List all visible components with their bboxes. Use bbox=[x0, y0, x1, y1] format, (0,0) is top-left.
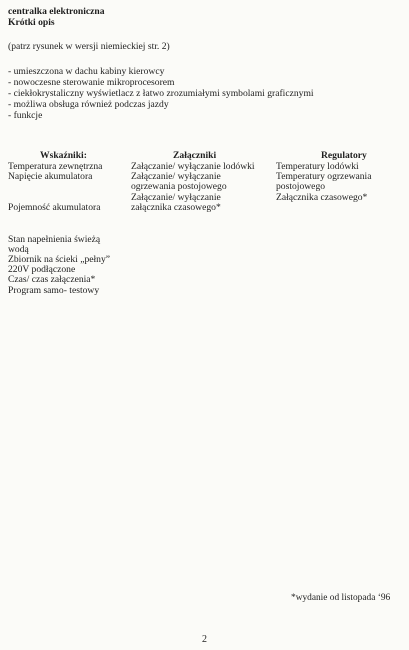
column-heading-regulatory: Regulatory bbox=[321, 150, 367, 161]
feature-item: - ciekłokrystaliczny wyświetlacz z łatwo zrozumiałymi symbolami graficznymi bbox=[8, 88, 314, 99]
column-regulatory bbox=[276, 162, 371, 203]
reference-note: (patrz rysunek w wersji niemieckiej str. 2) bbox=[8, 41, 170, 52]
feature-item: - nowoczesne sterowanie mikroprocesorem bbox=[8, 77, 175, 88]
switch-item: załącznika czasowego* bbox=[131, 201, 221, 213]
indicator-item: Stan napełnienia świeżą bbox=[8, 233, 101, 245]
indicator-item: Temperatura zewnętrzna bbox=[8, 161, 103, 172]
regulator-item: postojowego bbox=[276, 181, 326, 193]
feature-item: - umieszczona w dachu kabiny kierowcy bbox=[8, 66, 165, 77]
regulator-item: Temperatury ogrzewania bbox=[276, 171, 372, 183]
indicator-item: Zbiornik na ścieki „pełny” bbox=[8, 254, 111, 266]
switch-item: ogrzewania postojowego bbox=[131, 181, 227, 193]
feature-item: - funkcje bbox=[8, 110, 43, 121]
indicator-item: Napięcie akumulatora bbox=[8, 171, 93, 183]
indicator-item: Program samo- testowy bbox=[8, 284, 100, 296]
indicator-item: wodą bbox=[8, 243, 29, 255]
switch-item: Załączanie/ wyłączanie lodówki bbox=[131, 161, 255, 172]
footnote: *wydanie od listopada ‘96 bbox=[291, 593, 391, 603]
indicator-item: 220V podłączone bbox=[8, 264, 76, 276]
indicator-item: Pojemność akumulatora bbox=[8, 202, 101, 214]
switch-item: Załączanie/ wyłączanie bbox=[131, 171, 221, 183]
regulator-item: Temperatury lodówki bbox=[276, 161, 359, 172]
column-heading-wskazniki: Wskaźniki: bbox=[40, 150, 87, 161]
regulator-item: Załącznika czasowego* bbox=[276, 191, 368, 203]
document-subtitle: Krótki opis bbox=[8, 17, 55, 28]
page-number: 2 bbox=[202, 634, 207, 645]
feature-item: - możliwa obsługa również podczas jazdy bbox=[8, 99, 169, 110]
column-heading-zalaczniki: Załączniki bbox=[173, 150, 217, 161]
switch-item: Załączanie/ wyłączanie bbox=[131, 191, 221, 203]
column-zalaczniki bbox=[131, 162, 255, 213]
document-title: centralka elektroniczna bbox=[8, 6, 105, 17]
indicator-item: Czas/ czas załączenia* bbox=[8, 274, 96, 286]
column-wskazniki bbox=[8, 162, 110, 296]
